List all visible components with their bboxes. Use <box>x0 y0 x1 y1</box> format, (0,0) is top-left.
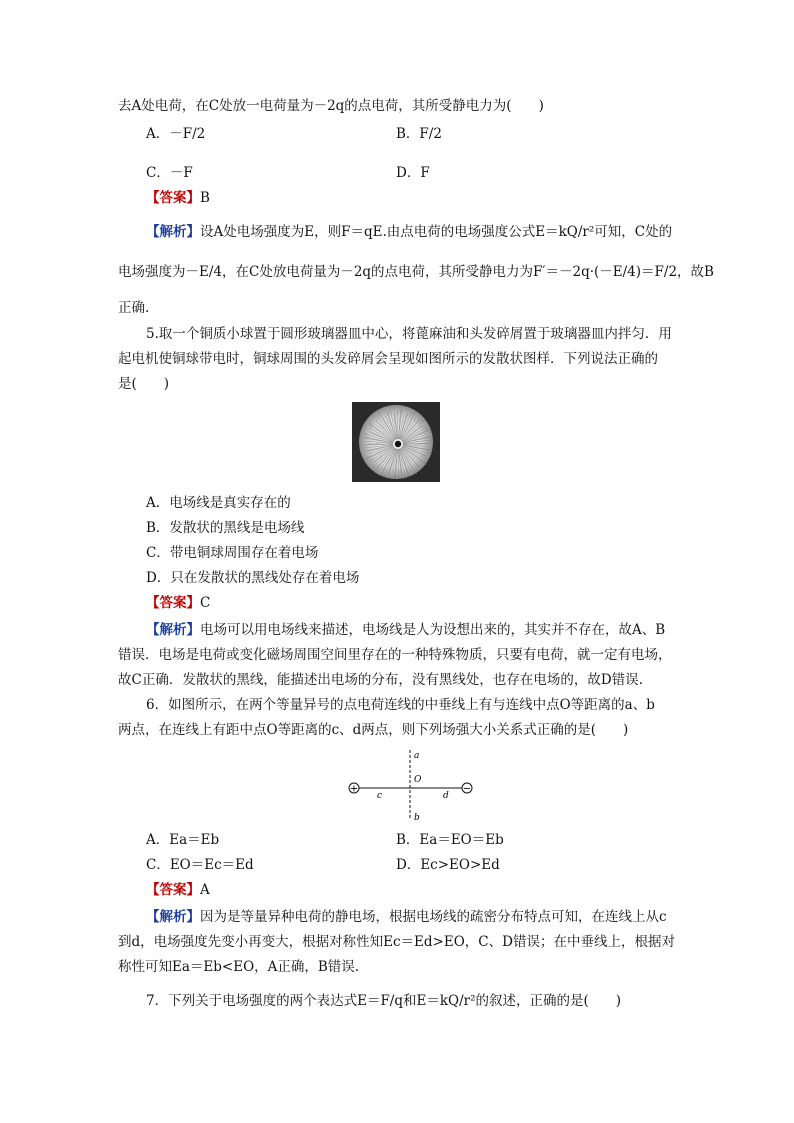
answer-tag: 【答案】 <box>146 595 200 611</box>
analysis-text: 因为是等量异种电荷的静电场，根据电场线的疏密分布特点可知，在连线上从c <box>200 909 667 925</box>
q4-option-c: C．－F <box>146 165 193 181</box>
q4-analysis-line-3: 正确. <box>118 300 150 316</box>
label-b: b <box>414 813 420 823</box>
q6-stem-line-2: 两点，在连线上有距中点O等距离的c、d两点，则下列场强大小关系式正确的是( ) <box>118 722 629 738</box>
analysis-tag: 【解析】 <box>146 224 200 240</box>
label-d: d <box>443 791 449 801</box>
q6-option-b: B．Ea＝EO＝Eb <box>396 832 504 848</box>
label-c: c <box>377 791 383 801</box>
q4-answer <box>146 188 210 208</box>
q7-stem: 7．下列关于电场强度的两个表达式E＝F/q和E＝kQ/r²的叙述，正确的是( ) <box>146 993 622 1009</box>
q5-analysis-line-2: 错误．电场是电荷或变化磁场周围空间里存在的一种特殊物质，只要有电荷，就一定有电场， <box>118 647 672 663</box>
q5-option-b: B．发散状的黑线是电场线 <box>146 520 305 536</box>
negative-charge-sign: − <box>462 783 472 795</box>
q4-stem: 去A处电荷，在C处放一电荷量为－2q的点电荷，其所受静电力为( ) <box>118 98 544 114</box>
label-a: a <box>414 751 420 761</box>
q6-analysis-line-3: 称性可知Ea＝Eb<EO，A正确，B错误. <box>118 959 360 975</box>
answer-tag: 【答案】 <box>146 882 200 898</box>
positive-charge-sign: + <box>349 783 359 795</box>
q5-option-d: D．只在发散状的黑线处存在着电场 <box>146 570 360 586</box>
hair-fragment-field-photo <box>352 402 440 482</box>
q4-option-a: A．－F/2 <box>146 126 206 142</box>
q5-analysis-line-1 <box>146 620 665 640</box>
q6-answer <box>146 880 210 900</box>
q5-option-a: A．电场线是真实存在的 <box>146 495 291 511</box>
analysis-tag: 【解析】 <box>146 909 200 925</box>
analysis-text: 电场可以用电场线来描述，电场线是人为设想出来的，其实并不存在，故A、B <box>200 622 666 638</box>
q5-stem-line-2: 起电机使铜球带电时，铜球周围的头发碎屑会呈现如图所示的发散状图样．下列说法正确的 <box>118 351 658 367</box>
answer-value: A <box>200 882 210 898</box>
q6-option-c: C．EO＝Ec＝Ed <box>146 857 254 873</box>
q6-stem-line-1: 6．如图所示，在两个等量异号的点电荷连线的中垂线上有与连线中点O等距离的a、b <box>146 697 655 713</box>
answer-value: B <box>200 190 210 206</box>
q4-option-d: D．F <box>396 165 430 181</box>
q5-stem-line-1: 5.取一个铜质小球置于圆形玻璃器皿中心，将蓖麻油和头发碎屑置于玻璃器皿内拌匀．用 <box>146 326 672 342</box>
q4-option-b: B．F/2 <box>396 126 442 142</box>
q6-option-d: D．Ec>EO>Ed <box>396 857 500 873</box>
q5-stem-line-3: 是( ) <box>118 376 170 392</box>
q5-analysis-line-3: 故C正确．发散状的黑线，能描述出电场的分布，没有黑线处，也存在电场的，故D错误. <box>118 672 643 688</box>
label-o: O <box>414 775 422 785</box>
answer-value: C <box>200 595 211 611</box>
q6-analysis-line-2: 到d，电场强度先变小再变大，根据对称性知Ec＝Ed>EO，C、D错误；在中垂线上，根据对 <box>118 934 675 950</box>
q4-analysis-line-2: 电场强度为－E/4，在C处放电荷量为－2q的点电荷，其所受静电力为F′＝－2q·(－E/4)＝F/2，故B <box>118 264 714 280</box>
q6-analysis-line-1 <box>146 907 667 927</box>
answer-tag: 【答案】 <box>146 190 200 206</box>
analysis-tag: 【解析】 <box>146 622 200 638</box>
q6-option-a: A．Ea＝Eb <box>146 832 220 848</box>
field-pattern-image <box>352 402 440 482</box>
charge-pair-diagram <box>340 746 480 824</box>
analysis-text: 设A处电场强度为E，则F＝qE.由点电荷的电场强度公式E＝kQ/r²可知，C处的 <box>200 224 673 240</box>
q5-option-c: C．带电铜球周围存在着电场 <box>146 545 319 561</box>
q4-analysis-line-1 <box>146 222 672 242</box>
q5-answer <box>146 593 210 613</box>
